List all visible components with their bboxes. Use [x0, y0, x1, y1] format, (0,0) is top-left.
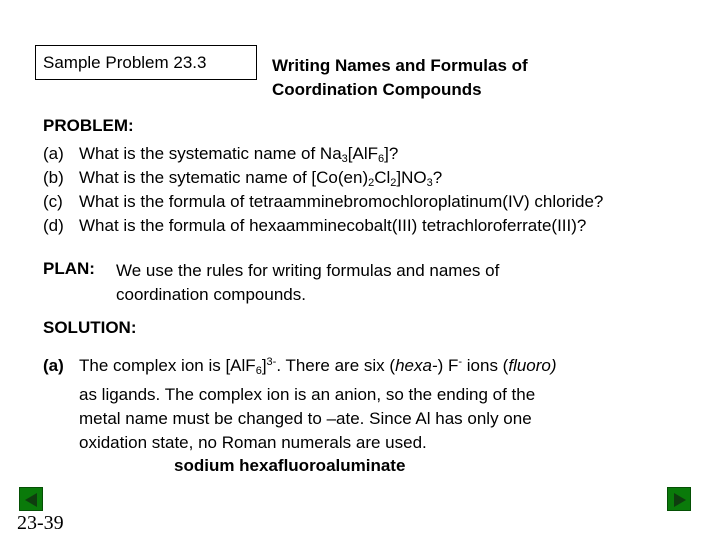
- solution-line-1: The complex ion is $[AlF_6]^{3-}$. There are six (hexa-) F- ions (fluoro): [79, 356, 557, 377]
- solution-tag: (a): [43, 356, 64, 375]
- problem-label: PROBLEM:: [43, 116, 134, 135]
- problem-tag: (c): [43, 192, 63, 211]
- solution-label: SOLUTION:: [43, 318, 137, 337]
- heading-line-1: Writing Names and Formulas of: [272, 56, 528, 75]
- answer-text: sodium hexafluoroaluminate: [174, 456, 406, 475]
- problem-text: What is the formula of tetraamminebromochloroplatinum(IV) chloride?: [79, 192, 604, 211]
- solution-line-2: as ligands. The complex ion is an anion, so the ending of the: [79, 385, 536, 404]
- problem-tag: (a): [43, 144, 64, 163]
- problem-text: What is the sytematic name of $[Co(en)_2Cl_2]NO_3$?: [79, 168, 443, 189]
- problem-tag: (b): [43, 168, 64, 187]
- next-slide-button[interactable]: [667, 487, 691, 511]
- problem-text: What is the systematic name of $Na_3[AlF_6]$?: [79, 144, 399, 165]
- problem-d: [43, 214, 586, 238]
- triangle-left-icon: [25, 493, 37, 507]
- sample-problem-box: [35, 45, 257, 80]
- page-number: 23-39: [17, 512, 64, 534]
- sample-problem-label: Sample Problem 23.3: [43, 53, 207, 72]
- plan-line-2: coordination compounds.: [116, 285, 306, 304]
- problem-c: [43, 190, 603, 214]
- triangle-right-icon: [674, 493, 686, 507]
- problem-text: What is the formula of hexaamminecobalt(III) tetrachloroferrate(III)?: [79, 216, 587, 235]
- problem-tag: (d): [43, 216, 64, 235]
- plan-label: PLAN:: [43, 259, 95, 278]
- heading-line-2: Coordination Compounds: [272, 80, 482, 99]
- plan-text: [116, 259, 499, 307]
- solution-a: [43, 350, 557, 455]
- previous-slide-button[interactable]: [19, 487, 43, 511]
- plan-line-1: We use the rules for writing formulas and names of: [116, 261, 500, 280]
- page-heading: [272, 54, 528, 102]
- solution-line-4: oxidation state, no Roman numerals are used.: [79, 433, 427, 452]
- solution-line-3: metal name must be changed to –ate. Since Al has only one: [79, 409, 532, 428]
